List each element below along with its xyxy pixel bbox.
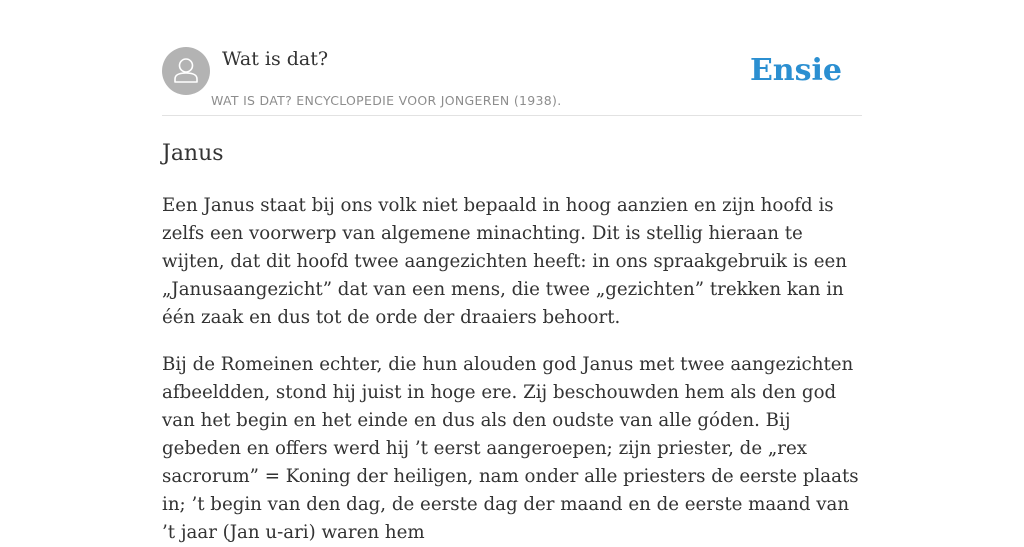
- article-paragraph: Een Janus staat bij ons volk niet bepaald in hoog aanzien en zijn hoofd is zelfs een voorwerp van algemene minachting. Dit is stellig hieraan te wijten, dat dit hoofd twee aangezichten heeft: in ons spraakgebruik is een „Janusaangezicht” dat van een mens, die twee „gezichten” trekken kan in één zaak en dus tot de orde der draaiers behoort.: [162, 195, 848, 328]
- avatar[interactable]: [162, 47, 210, 95]
- source-header: [162, 47, 862, 116]
- user-icon: [162, 47, 210, 95]
- source-title-link[interactable]: Wat is dat?: [222, 48, 329, 70]
- article: [162, 138, 862, 547]
- brand-logo[interactable]: Ensie: [749, 53, 842, 88]
- article-paragraph: Bij de Romeinen echter, die hun alouden god Janus met twee aangezichten afbeeldden, stond hij juist in hoge ere. Zij beschouwden hem als den god van het begin en het einde en dus als den oudste van alle góden. Bij gebeden en offers werd hij ’t eerst aangeroepen; zijn priester, de „rex sacrorum” = Koning der heiligen, nam onder alle priesters de eerste plaats in; ’t begin van den dag, de eerste dag der maand en de eerste maand van ’t jaar (Jan u-ari) waren hem: [162, 354, 859, 543]
- source-subtitle: WAT IS DAT? ENCYCLOPEDIE VOOR JONGEREN (1938).: [211, 93, 562, 108]
- article-title: Janus: [162, 141, 224, 166]
